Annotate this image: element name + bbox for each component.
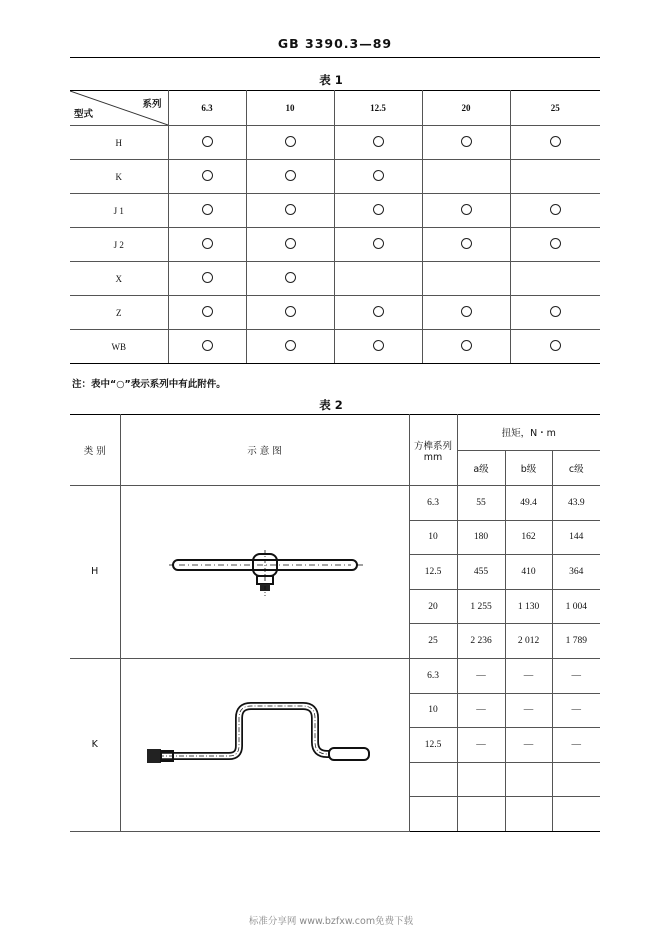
torque-b-cell: — xyxy=(505,728,552,763)
circle-mark-icon xyxy=(285,306,296,317)
size-header-label: 方榫系列 xyxy=(413,440,452,452)
availability-cell xyxy=(422,160,510,194)
availability-cell xyxy=(246,330,334,364)
torque-a-cell: 2 236 xyxy=(457,624,505,659)
circle-mark-icon xyxy=(285,170,296,181)
series-header: 10 xyxy=(246,91,334,126)
availability-cell xyxy=(246,126,334,160)
size-cell: 12.5 xyxy=(409,555,457,590)
circle-mark-icon xyxy=(202,136,213,147)
availability-cell xyxy=(334,262,422,296)
type-cell: J 2 xyxy=(70,228,168,262)
table-row xyxy=(70,228,600,262)
torque-a-cell: 1 255 xyxy=(457,589,505,624)
circle-mark-icon xyxy=(202,238,213,249)
availability-cell xyxy=(510,262,600,296)
category-cell: H xyxy=(70,486,120,659)
diagram-header: 示 意 图 xyxy=(120,415,409,486)
availability-cell xyxy=(246,228,334,262)
availability-cell xyxy=(334,126,422,160)
circle-mark-icon xyxy=(202,340,213,351)
availability-cell xyxy=(168,330,246,364)
table-row xyxy=(70,486,600,521)
document-code: GB 3390.3—89 xyxy=(277,36,393,51)
table-row xyxy=(70,262,600,296)
circle-mark-icon xyxy=(461,340,472,351)
availability-cell xyxy=(246,262,334,296)
type-cell: Z xyxy=(70,296,168,330)
torque-a-cell: 180 xyxy=(457,520,505,555)
speed-brace-wrench-diagram xyxy=(145,698,385,788)
torque-c-cell: 1 789 xyxy=(552,624,600,659)
circle-mark-icon xyxy=(285,272,296,283)
torque-b-cell: 410 xyxy=(505,555,552,590)
torque-b-cell xyxy=(505,797,552,832)
torque-a-cell: — xyxy=(457,728,505,763)
availability-cell xyxy=(168,296,246,330)
grade-header: a级 xyxy=(457,450,505,486)
torque-c-cell xyxy=(552,797,600,832)
circle-mark-icon xyxy=(461,238,472,249)
size-cell: 10 xyxy=(409,693,457,728)
grade-header: c级 xyxy=(552,450,600,486)
type-cell: X xyxy=(70,262,168,296)
size-cell: 6.3 xyxy=(409,486,457,521)
availability-cell xyxy=(422,262,510,296)
table-row xyxy=(70,126,600,160)
availability-cell xyxy=(422,126,510,160)
availability-cell xyxy=(422,194,510,228)
torque-c-cell: — xyxy=(552,693,600,728)
availability-cell xyxy=(334,160,422,194)
type-cell: H xyxy=(70,126,168,160)
circle-mark-icon xyxy=(373,136,384,147)
availability-cell xyxy=(422,296,510,330)
size-cell: 25 xyxy=(409,624,457,659)
torque-a-cell xyxy=(457,797,505,832)
circle-mark-icon xyxy=(202,204,213,215)
header-rule xyxy=(70,57,600,58)
circle-mark-icon xyxy=(373,306,384,317)
size-cell: 20 xyxy=(409,589,457,624)
circle-mark-icon xyxy=(202,306,213,317)
size-cell xyxy=(409,797,457,832)
corner-series-label: 系列 xyxy=(142,99,162,110)
torque-b-cell: 162 xyxy=(505,520,552,555)
table2-header-row xyxy=(70,415,600,451)
availability-cell xyxy=(510,126,600,160)
torque-c-cell: 43.9 xyxy=(552,486,600,521)
torque-a-cell: 55 xyxy=(457,486,505,521)
size-cell xyxy=(409,762,457,797)
circle-mark-icon xyxy=(202,272,213,283)
grade-header: b级 xyxy=(505,450,552,486)
torque-b-cell: — xyxy=(505,693,552,728)
circle-mark-icon xyxy=(550,340,561,351)
table-row xyxy=(70,658,600,693)
type-cell: WB xyxy=(70,330,168,364)
table2-caption: 表 2 xyxy=(319,398,343,412)
availability-cell xyxy=(510,194,600,228)
availability-cell xyxy=(334,296,422,330)
table2 xyxy=(70,414,600,832)
availability-cell xyxy=(168,228,246,262)
size-header xyxy=(409,415,457,486)
table-row xyxy=(70,160,600,194)
circle-mark-icon xyxy=(285,136,296,147)
torque-b-cell xyxy=(505,762,552,797)
size-cell: 6.3 xyxy=(409,658,457,693)
type-cell: J 1 xyxy=(70,194,168,228)
torque-b-cell: 1 130 xyxy=(505,589,552,624)
table1-note: 注：表中“○”表示系列中有此附件。 xyxy=(72,379,226,390)
corner-type-label: 型式 xyxy=(74,109,94,120)
availability-cell xyxy=(510,330,600,364)
availability-cell xyxy=(334,194,422,228)
availability-cell xyxy=(334,330,422,364)
torque-c-cell: 364 xyxy=(552,555,600,590)
torque-c-cell: 144 xyxy=(552,520,600,555)
series-header: 20 xyxy=(422,91,510,126)
torque-b-cell: 49.4 xyxy=(505,486,552,521)
availability-cell xyxy=(334,228,422,262)
circle-mark-icon xyxy=(285,340,296,351)
table1 xyxy=(70,90,600,364)
table1-header-row xyxy=(70,91,600,126)
availability-cell xyxy=(168,160,246,194)
table-row xyxy=(70,296,600,330)
circle-mark-icon xyxy=(461,204,472,215)
availability-cell xyxy=(246,160,334,194)
torque-header: 扭矩，N・m xyxy=(457,415,600,451)
circle-mark-icon xyxy=(202,170,213,181)
availability-cell xyxy=(168,126,246,160)
diagram-cell xyxy=(120,486,409,659)
circle-mark-icon xyxy=(373,204,384,215)
category-header: 类 别 xyxy=(70,415,120,486)
circle-mark-icon xyxy=(550,204,561,215)
circle-mark-icon xyxy=(550,238,561,249)
availability-cell xyxy=(510,228,600,262)
circle-mark-icon xyxy=(373,170,384,181)
circle-mark-icon xyxy=(461,306,472,317)
circle-mark-icon xyxy=(550,136,561,147)
torque-c-cell: — xyxy=(552,658,600,693)
torque-b-cell: 2 012 xyxy=(505,624,552,659)
series-header: 12.5 xyxy=(334,91,422,126)
torque-c-cell: 1 004 xyxy=(552,589,600,624)
availability-cell xyxy=(246,296,334,330)
torque-a-cell: — xyxy=(457,658,505,693)
circle-mark-icon xyxy=(373,340,384,351)
circle-mark-icon xyxy=(373,238,384,249)
table-row xyxy=(70,194,600,228)
torque-a-cell xyxy=(457,762,505,797)
torque-a-cell: 455 xyxy=(457,555,505,590)
circle-mark-icon xyxy=(285,238,296,249)
table-row xyxy=(70,330,600,364)
availability-cell xyxy=(168,262,246,296)
torque-a-cell: — xyxy=(457,693,505,728)
size-cell: 10 xyxy=(409,520,457,555)
footer-watermark: 标准分享网 www.bzfxw.com免费下载 xyxy=(248,916,414,927)
torque-b-cell: — xyxy=(505,658,552,693)
series-header: 6.3 xyxy=(168,91,246,126)
circle-mark-icon xyxy=(550,306,561,317)
table1-corner-cell xyxy=(70,91,168,126)
availability-cell xyxy=(246,194,334,228)
series-header: 25 xyxy=(510,91,600,126)
table1-caption: 表 1 xyxy=(319,73,343,87)
size-cell: 12.5 xyxy=(409,728,457,763)
availability-cell xyxy=(510,160,600,194)
circle-mark-icon xyxy=(461,136,472,147)
availability-cell xyxy=(510,296,600,330)
circle-mark-icon xyxy=(285,204,296,215)
torque-c-cell: — xyxy=(552,728,600,763)
availability-cell xyxy=(422,330,510,364)
availability-cell xyxy=(422,228,510,262)
category-cell: K xyxy=(70,658,120,831)
size-header-unit: mm xyxy=(423,451,443,463)
diagram-cell xyxy=(120,658,409,831)
type-cell: K xyxy=(70,160,168,194)
t-handle-wrench-diagram xyxy=(165,540,365,600)
availability-cell xyxy=(168,194,246,228)
torque-c-cell xyxy=(552,762,600,797)
